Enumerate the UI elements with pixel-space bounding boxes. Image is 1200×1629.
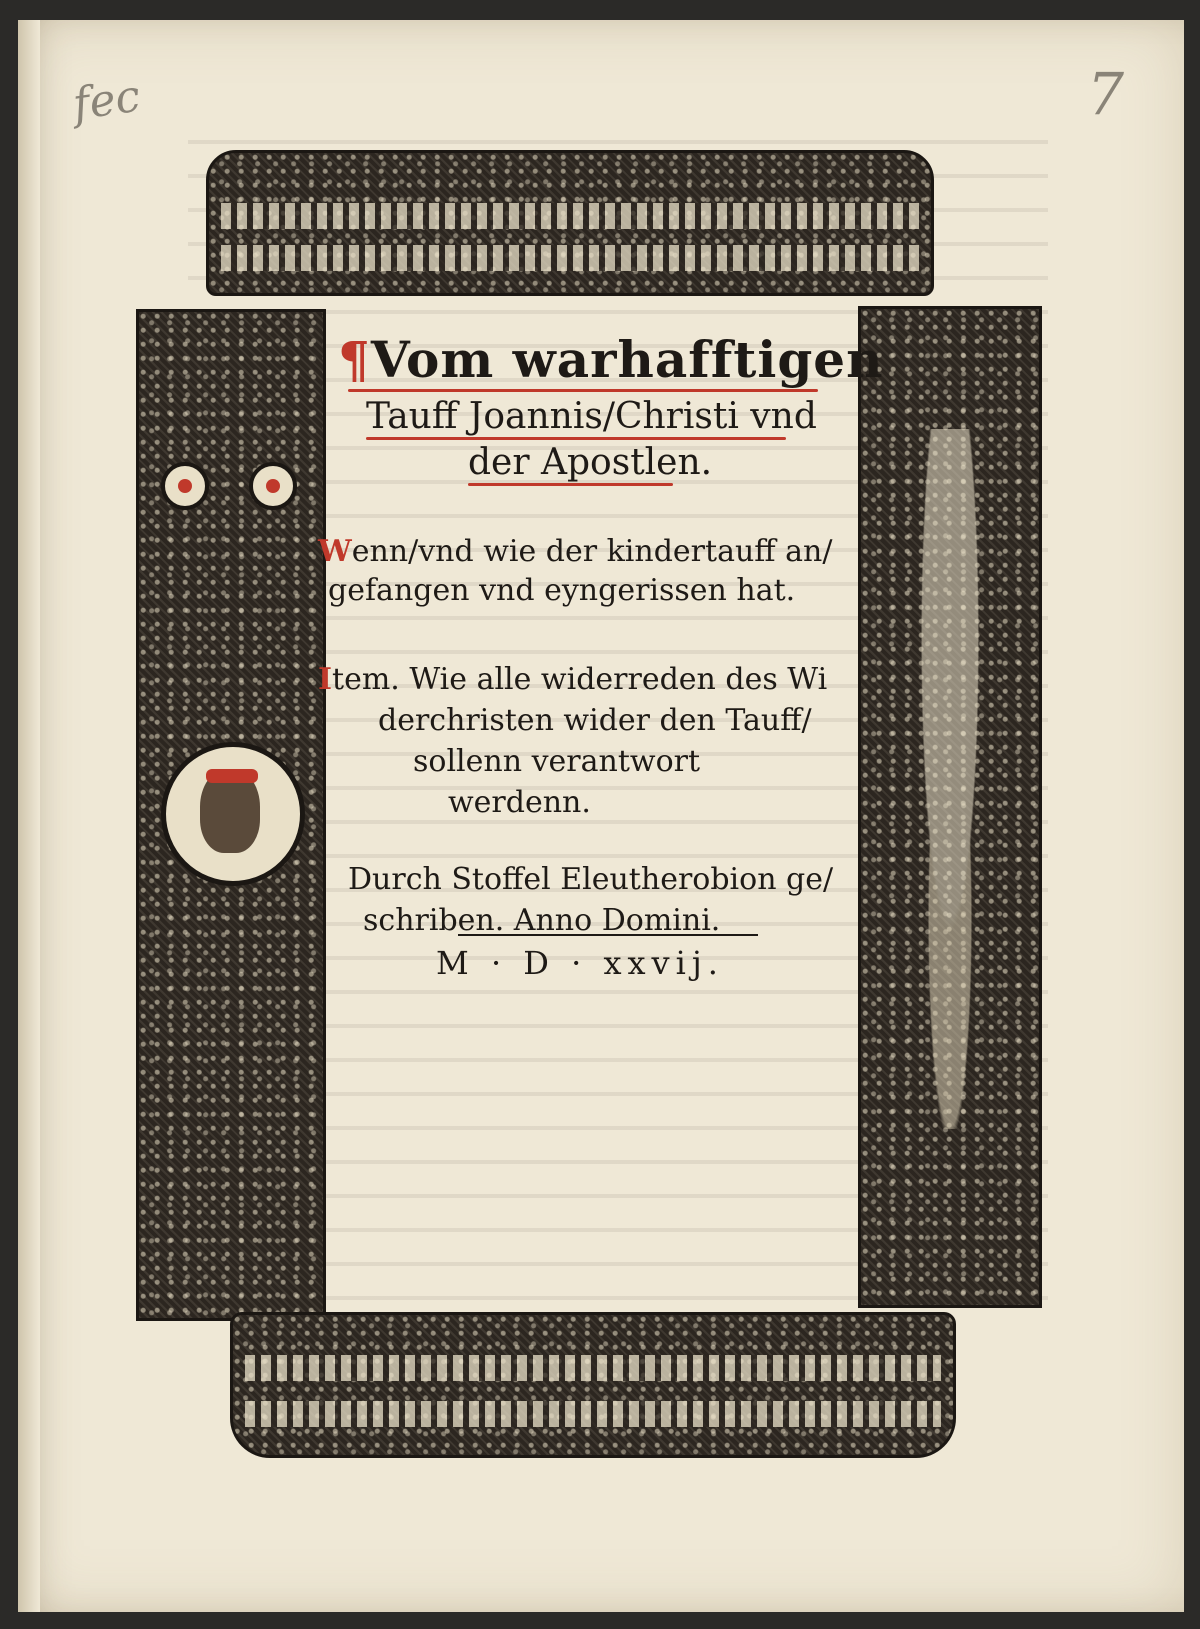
red-initial: I: [318, 662, 333, 697]
top-border-band: [221, 203, 919, 229]
left-ornamental-column: [136, 309, 326, 1321]
right-ornamental-column: [858, 306, 1042, 1308]
standing-figure-woodcut: [901, 429, 999, 1129]
title-line-2: Tauff Joannis/Christi vnd: [366, 396, 817, 437]
pencil-marginalia-left: fec: [69, 70, 144, 131]
top-ornamental-border: [206, 150, 934, 296]
section2-line-1: Item. Wie alle widerreden des Wi: [318, 662, 828, 697]
imprint-line-1: Durch Stoffel Eleutherobion ge/: [348, 862, 834, 897]
pilcrow-initial: ¶: [338, 330, 371, 389]
top-border-band: [221, 245, 919, 271]
imprint-year: M · D · xxvij.: [436, 944, 724, 982]
rose-ornament-icon: [249, 462, 297, 510]
red-underline: [366, 437, 786, 440]
rose-ornament-icon: [161, 462, 209, 510]
red-initial: W: [318, 534, 352, 569]
section2-line-3: sollenn verantwort: [413, 744, 701, 779]
bottom-ornamental-border: [230, 1312, 956, 1458]
section2-line-2: derchristen wider den Tauff/: [378, 703, 812, 738]
title-page: [18, 20, 1184, 1612]
bottom-border-band: [245, 1355, 941, 1381]
section1-line-2: gefangen vnd eyngerissen hat.: [328, 573, 796, 608]
section2-line-4: werdenn.: [448, 785, 591, 820]
imprint-line-2: schriben. Anno Domini.: [363, 903, 721, 938]
portrait-medallion: [161, 742, 305, 886]
pencil-folio-number: 7: [1087, 60, 1124, 128]
red-underline: [468, 483, 673, 486]
section1-line-1: Wenn/vnd wie der kindertauff an/: [318, 534, 833, 569]
title-line-1: ¶Vom warhafftigen: [338, 330, 884, 389]
title-text-block: [318, 330, 884, 982]
crown-icon: [206, 769, 258, 783]
bottom-border-band: [245, 1401, 941, 1427]
title-line-3: der Apostlen.: [468, 442, 713, 483]
red-underline: [348, 389, 818, 392]
